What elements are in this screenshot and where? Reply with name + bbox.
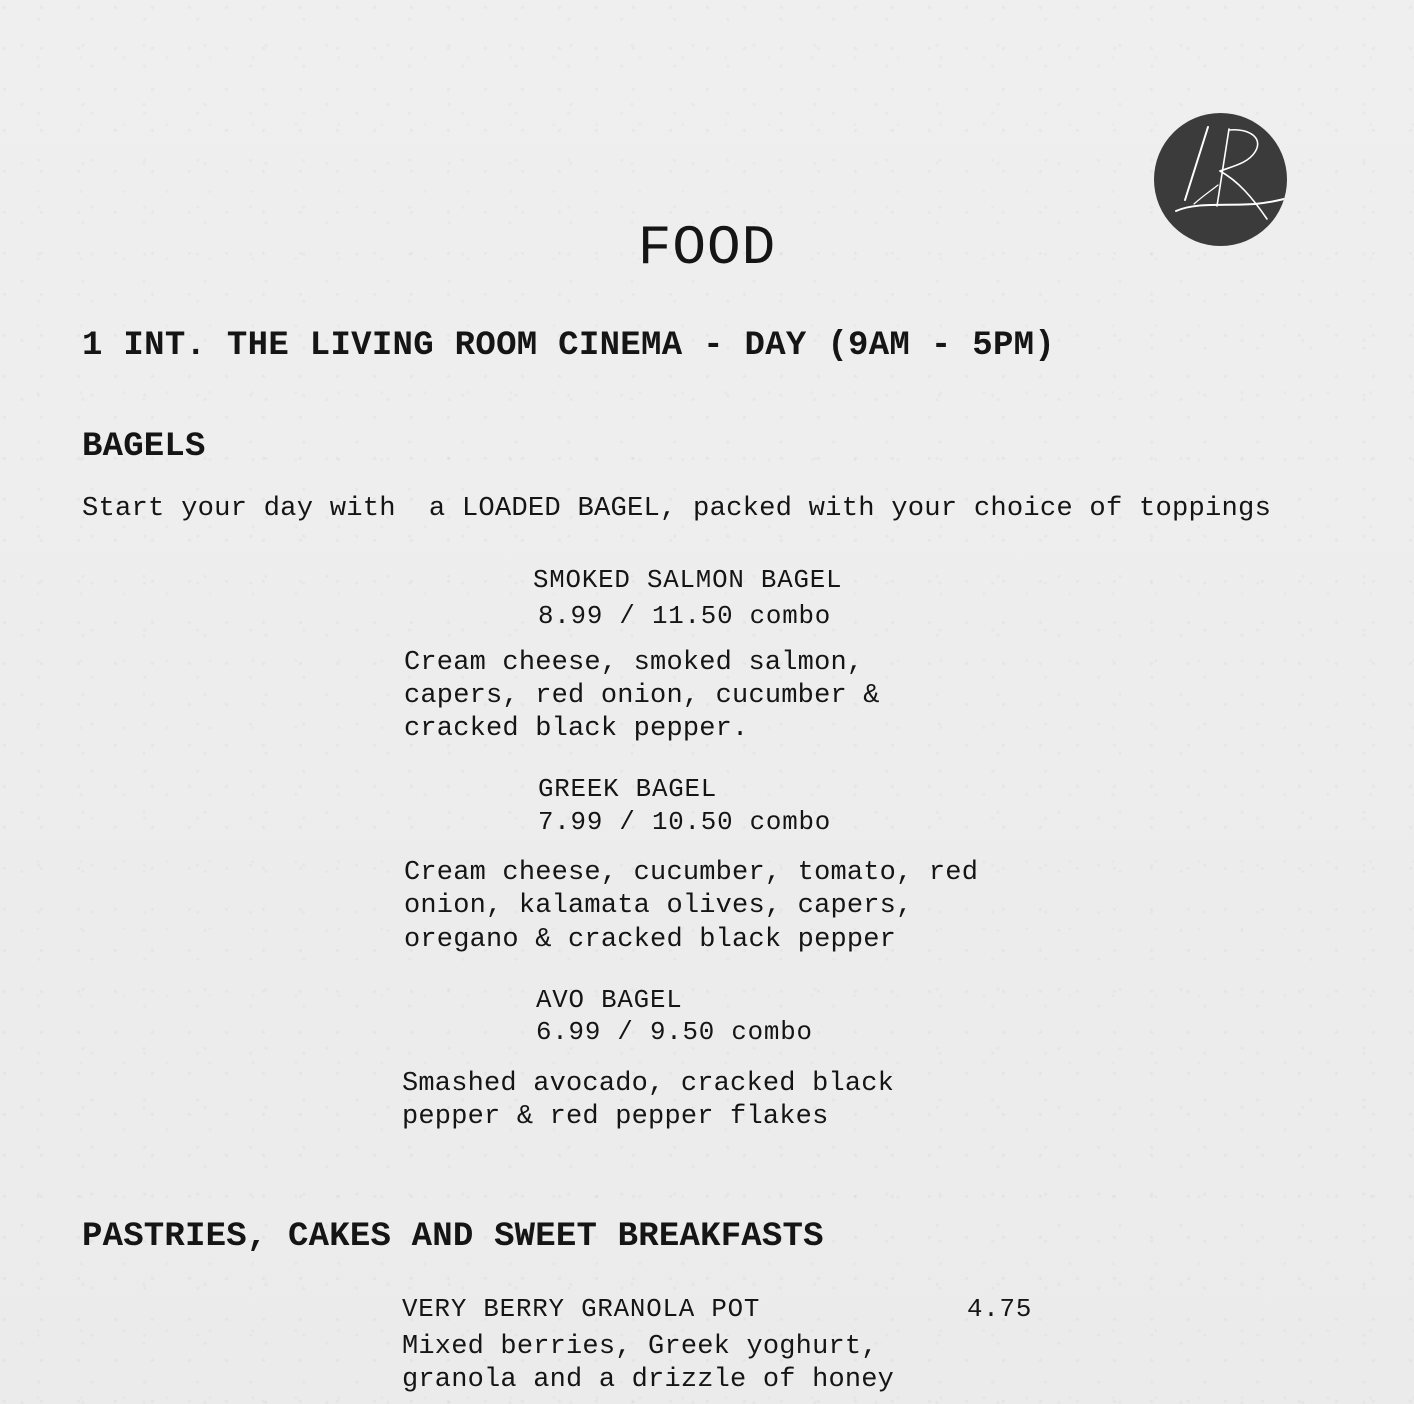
very-berry-granola-pot-description-line-2: granola and a drizzle of honey [402,1365,895,1395]
avo-bagel-name: AVO BAGEL [536,986,683,1015]
scene-heading: 1 INT. THE LIVING ROOM CINEMA - DAY (9AM - 5PM) [82,327,1056,365]
pastries-section-title: PASTRIES, CAKES AND SWEET BREAKFASTS [82,1218,824,1256]
very-berry-granola-pot-name: VERY BERRY GRANOLA POT [402,1295,761,1324]
very-berry-granola-pot-price: 4.75 [967,1295,1033,1324]
smoked-salmon-bagel-description-line-1: Cream cheese, smoked salmon, [404,648,864,678]
bagels-section-title: BAGELS [82,428,206,466]
avo-bagel-description-line-1: Smashed avocado, cracked black [402,1069,895,1099]
smoked-salmon-bagel-description-line-3: cracked black pepper. [404,714,749,744]
avo-bagel-description-line-2: pepper & red pepper flakes [402,1102,829,1132]
menu-title: FOOD [637,216,777,280]
greek-bagel-name: GREEK BAGEL [538,775,718,804]
greek-bagel-description-line-2: onion, kalamata olives, capers, [404,891,913,921]
very-berry-granola-pot-description-line-1: Mixed berries, Greek yoghurt, [402,1332,878,1362]
bagels-intro-text: Start your day with a LOADED BAGEL, packed with your choice of toppings [82,493,1272,524]
smoked-salmon-bagel-price: 8.99 / 11.50 combo [538,602,832,631]
greek-bagel-description-line-1: Cream cheese, cucumber, tomato, red [404,858,979,888]
smoked-salmon-bagel-description-line-2: capers, red onion, cucumber & [404,681,880,711]
greek-bagel-price: 7.99 / 10.50 combo [538,808,832,837]
greek-bagel-description-line-3: oregano & cracked black pepper [404,925,897,955]
avo-bagel-price: 6.99 / 9.50 combo [536,1018,813,1047]
smoked-salmon-bagel-name: SMOKED SALMON BAGEL [533,566,843,595]
